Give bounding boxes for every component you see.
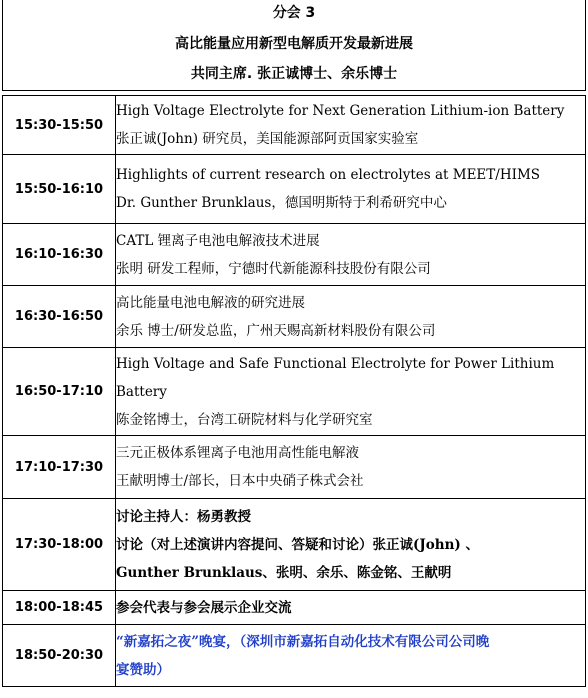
- talk-cell: [116, 348, 586, 436]
- banquet-cell: [116, 625, 586, 687]
- time-slot: 18:00-18:45: [3, 591, 116, 625]
- time-slot: 16:10-16:30: [3, 224, 116, 286]
- talk-speaker: 张正诚(John) 研究员，美国能源部阿贡国家实验室: [116, 131, 419, 147]
- talk-cell: [116, 224, 586, 286]
- table-row: [3, 96, 586, 155]
- time-slot: 17:10-17:30: [3, 436, 116, 499]
- table-row: [3, 591, 586, 625]
- table-row: [3, 436, 586, 499]
- talk-title: CATL 锂离子电池电解液技术进展: [116, 232, 320, 249]
- talk-speaker: Dr. Gunther Brunklaus，德国明斯特于利希研究中心: [116, 195, 447, 211]
- banquet-line-2: 宴赞助）: [116, 661, 170, 678]
- activity-text: 参会代表与参会展示企业交流: [116, 599, 292, 616]
- time-slot: 17:30-18:00: [3, 499, 116, 591]
- talk-title-line-1: High Voltage and Safe Functional Electrolyte for Power Lithium: [116, 355, 555, 372]
- talk-title: Highlights of current research on electrolytes at MEET/HIMS: [116, 167, 541, 183]
- table-row: [3, 224, 586, 286]
- talk-title-line-2: Battery: [116, 383, 167, 400]
- discussion-line-1: 讨论（对上述演讲内容提问、答疑和讨论）张正诚(John) 、: [116, 536, 479, 553]
- session-header: [2, 0, 586, 91]
- time-slot: 15:50-16:10: [3, 155, 116, 224]
- talk-speaker: 陈金铭博士，台湾工研院材料与化学研究室: [116, 411, 373, 428]
- time-slot: 16:50-17:10: [3, 348, 116, 436]
- discussion-cell: [116, 499, 586, 591]
- table-row: [3, 155, 586, 224]
- time-slot: 18:50-20:30: [3, 625, 116, 687]
- talk-speaker: 余乐 博士/研发总监，广州天赐高新材料股份有限公司: [116, 322, 436, 339]
- discussion-line-2: Gunther Brunklaus、张明、余乐、陈金铭、王献明: [116, 564, 452, 581]
- schedule-table: [2, 95, 586, 687]
- session-number: 分会 3: [272, 5, 316, 21]
- talk-title: 三元正极体系锂离子电池用高性能电解液: [116, 445, 359, 461]
- talk-cell: [116, 155, 586, 224]
- talk-cell: [116, 286, 586, 348]
- table-row: [3, 625, 586, 687]
- table-row: [3, 286, 586, 348]
- talk-speaker: 张明 研发工程师，宁德时代新能源科技股份有限公司: [116, 260, 431, 277]
- session-chairs: 共同主席. 张正诚博士、余乐博士: [190, 66, 398, 82]
- session-title: 高比能量应用新型电解质开发最新进展: [175, 36, 413, 52]
- banquet-line-1: “新嘉拓之夜”晚宴，（深圳市新嘉拓自动化技术有限公司公司晚: [116, 633, 490, 650]
- activity-cell: [116, 591, 586, 625]
- talk-title: High Voltage Electrolyte for Next Generation Lithium-ion Battery: [116, 103, 565, 119]
- talk-title: 高比能量电池电解液的研究进展: [116, 294, 305, 311]
- discussion-host: 讨论主持人：杨勇教授: [116, 508, 251, 525]
- table-row: [3, 348, 586, 436]
- talk-cell: [116, 436, 586, 499]
- talk-speaker: 王献明博士/部长，日本中央硝子株式会社: [116, 473, 364, 489]
- time-slot: 15:30-15:50: [3, 96, 116, 155]
- talk-cell: [116, 96, 586, 155]
- table-row: [3, 499, 586, 591]
- time-slot: 16:30-16:50: [3, 286, 116, 348]
